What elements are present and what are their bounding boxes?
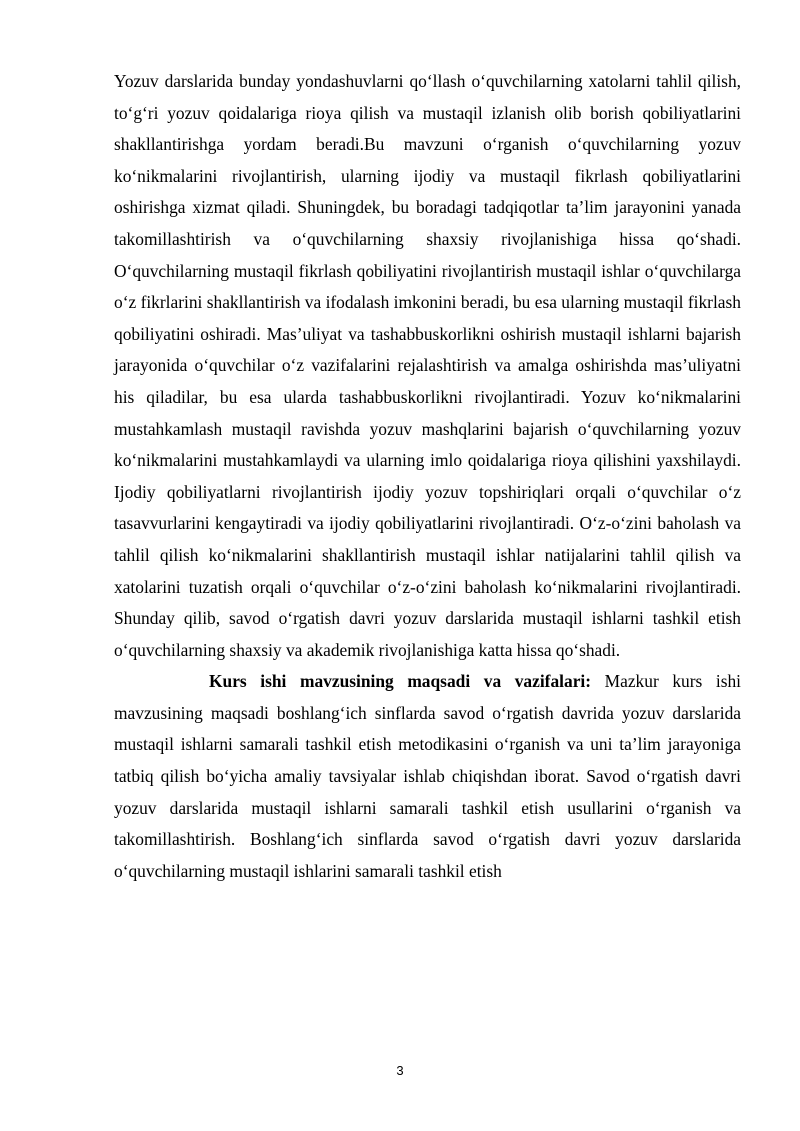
paragraph-intro: Yozuv darslarida bunday yondashuvlarni qo‘llash o‘quvchilarning xatolarni tahlil qilish, to‘g‘ri yozuv qoidalariga rioya qilish va mustaqil izlanish olib borish qobiliyatlarini shakllantirishga yordam beradi.Bu mavzuni o‘rganish o‘quvchilarning yozuv ko‘nikmalarini rivojlantirish, ularning ijodiy va mustaqil fikrlash qobiliyatlarini oshirishga xizmat qiladi. Shuningdek, bu boradagi tadqiqotlar ta’lim jarayonini yanada takomillashtirish va o‘quvchilarning shaxsiy rivojlanishiga hissa qo‘shadi. O‘quvchilarning mustaqil fikrlash qobiliyatini rivojlantirish mustaqil ishlar o‘quvchilarga o‘z fikrlarini shakllantirish va ifodalash imkonini beradi, bu esa ularning mustaqil fikrlash qobiliyatini oshiradi. Mas’uliyat va tashabbuskorlikni oshirish mustaqil ishlarni bajarish jarayonida o‘quvchilar o‘z vazifalarini rejalashtirish va amalga oshirishda mas’uliyatni his qiladilar, bu esa ularda tashabbuskorlikni rivojlantiradi. Yozuv ko‘nikmalarini mustahkamlash mustaqil ravishda yozuv mashqlarini bajarish o‘quvchilarning yozuv ko‘nikmalarini mustahkamlaydi va ularning imlo qoidalariga rioya qilishini yaxshilaydi. Ijodiy qobiliyatlarni rivojlantirish ijodiy yozuv topshiriqlari orqali o‘quvchilar o‘z tasavvurlarini kengaytiradi va ijodiy qobiliyatlarini rivojlantiradi. O‘z-o‘zini baholash va tahlil qilish ko‘nikmalarini shakllantirish mustaqil ishlar natijalarini tahlil qilish va xatolarini tuzatish orqali o‘quvchilar o‘z-o‘zini baholash ko‘nikmalarini rivojlantiradi. Shunday qilib, savod o‘rgatish davri yozuv darslarida mustaqil ishlarni tashkil etish o‘quvchilarning shaxsiy va akademik rivojlanishiga katta hissa qo‘shadi. [114, 71, 741, 660]
goals-body: Mazkur kurs ishi mavzusining maqsadi boshlang‘ich sinflarda savod o‘rgatish davrida yozuv darslarida mustaqil ishlarni samarali tashkil etish metodikasini o‘rganish va uni ta’lim jarayoniga tatbiq qilish bo‘yicha amaliy tavsiyalar ishlab chiqishdan iborat. Savod o‘rgatish davri yozuv darslarida mustaqil ishlarni samarali tashkil etish usullarini o‘rganish va takomillashtirish. Boshlang‘ich sinflarda savod o‘rgatish davri yozuv darslarida o‘quvchilarning mustaqil ishlarini samarali tashkil etish [114, 671, 742, 881]
goals-heading: Kurs ishi mavzusining maqsadi va vazifalari: [209, 671, 592, 692]
paragraph-goals [114, 666, 741, 887]
body-text [114, 66, 741, 887]
page-number: 3 [396, 1063, 404, 1078]
